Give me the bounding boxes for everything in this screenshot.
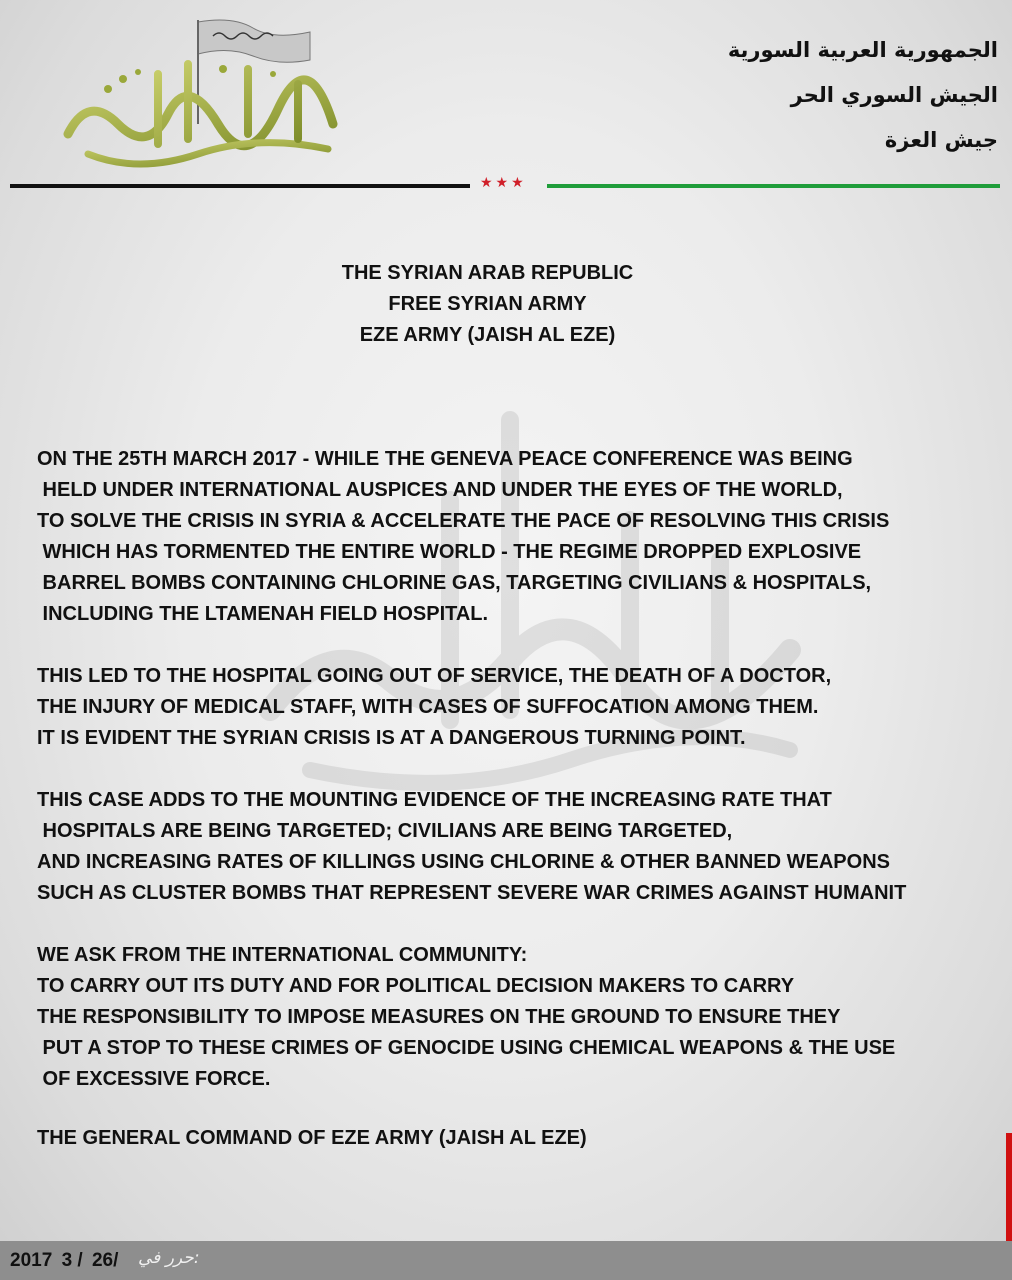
text-line: PUT A STOP TO THESE CRIMES OF GENOCIDE USING CHEMICAL WEAPONS & THE USE: [37, 1037, 896, 1059]
arabic-header-line-1: الجمهورية العربية السورية: [727, 38, 998, 62]
date-day: 26/: [91, 1250, 119, 1271]
issued-label: حرر في:: [138, 1248, 200, 1268]
date-year: 2017: [10, 1250, 53, 1271]
title-line: THE SYRIAN ARAB REPUBLIC: [341, 262, 634, 284]
army-logo-emblem: [48, 14, 348, 174]
text-line: TO SOLVE THE CRISIS IN SYRIA & ACCELERATE THE PACE OF RESOLVING THIS CRISIS: [37, 510, 890, 532]
text-line: WE ASK FROM THE INTERNATIONAL COMMUNITY:: [37, 944, 528, 966]
arabic-header-line-2: الجيش السوري الحر: [790, 83, 998, 107]
arabic-header: [638, 28, 998, 163]
army-logo: [48, 14, 348, 174]
text-line: THE RESPONSIBILITY TO IMPOSE MEASURES ON THE GROUND TO ENSURE THEY: [37, 1006, 841, 1028]
text-line: ON THE 25TH MARCH 2017 - WHILE THE GENEVA PEACE CONFERENCE WAS BEING: [37, 448, 853, 470]
text-line: TO CARRY OUT ITS DUTY AND FOR POLITICAL DECISION MAKERS TO CARRY: [37, 975, 795, 997]
divider-stars-icon: ★★★: [480, 174, 527, 190]
text-line: IT IS EVIDENT THE SYRIAN CRISIS IS AT A DANGEROUS TURNING POINT.: [37, 727, 746, 749]
divider-black-bar: [10, 184, 470, 188]
text-line: HELD UNDER INTERNATIONAL AUSPICES AND UNDER THE EYES OF THE WORLD,: [37, 479, 843, 501]
text-line: SUCH AS CLUSTER BOMBS THAT REPRESENT SEVERE WAR CRIMES AGAINST HUMANIT: [37, 882, 907, 904]
statement-paragraph: [37, 444, 1012, 630]
statement-paragraph: [37, 785, 1012, 909]
text-line: BARREL BOMBS CONTAINING CHLORINE GAS, TARGETING CIVILIANS & HOSPITALS,: [37, 572, 872, 594]
document-title: [0, 258, 975, 351]
issue-date: [10, 1250, 122, 1272]
statement-paragraph: [37, 661, 1012, 754]
text-line: AND INCREASING RATES OF KILLINGS USING CHLORINE & OTHER BANNED WEAPONS: [37, 851, 890, 873]
text-line: HOSPITALS ARE BEING TARGETED; CIVILIANS ARE BEING TARGETED,: [37, 820, 733, 842]
text-line: WHICH HAS TORMENTED THE ENTIRE WORLD - THE REGIME DROPPED EXPLOSIVE: [37, 541, 862, 563]
date-month: 3 /: [61, 1250, 83, 1271]
title-line: FREE SYRIAN ARMY: [388, 293, 587, 315]
arabic-header-line-3: جيش العزة: [884, 128, 998, 152]
divider-green-bar: [547, 184, 1000, 188]
header-divider: [10, 174, 1000, 194]
text-line: INCLUDING THE LTAMENAH FIELD HOSPITAL.: [37, 603, 489, 625]
statement-body: [37, 444, 1012, 1126]
signature-line: THE GENERAL COMMAND OF EZE ARMY (JAISH AL EZE): [37, 1127, 587, 1149]
statement-paragraph: [37, 940, 1012, 1095]
title-line: EZE ARMY (JAISH AL EZE): [359, 324, 616, 346]
footer-bar: [0, 1241, 1012, 1280]
text-line: THE INJURY OF MEDICAL STAFF, WITH CASES OF SUFFOCATION AMONG THEM.: [37, 696, 819, 718]
text-line: THIS CASE ADDS TO THE MOUNTING EVIDENCE OF THE INCREASING RATE THAT: [37, 789, 832, 811]
text-line: THIS LED TO THE HOSPITAL GOING OUT OF SERVICE, THE DEATH OF A DOCTOR,: [37, 665, 832, 687]
text-line: OF EXCESSIVE FORCE.: [37, 1068, 271, 1090]
